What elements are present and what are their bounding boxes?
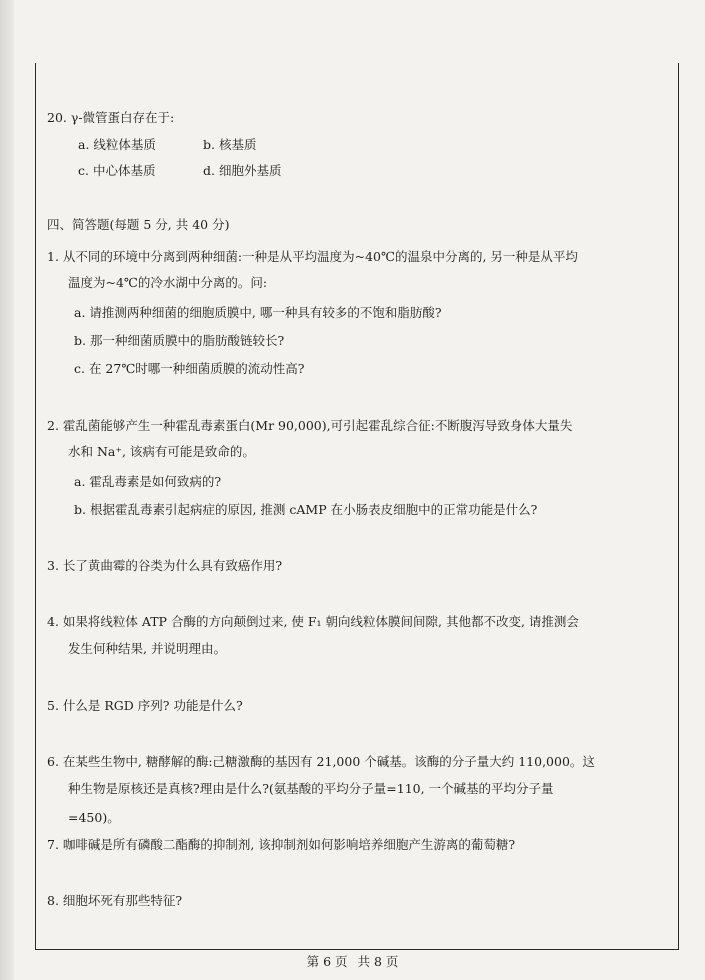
question-20-option-d: d. 细胞外基质 (203, 163, 282, 178)
question-20-option-a: a. 线粒体基质 (78, 137, 156, 152)
question-6-line2: 种生物是原核还是真核?理由是什么?(氨基酸的平均分子量=110, 一个碱基的平均分子量 (68, 781, 554, 796)
page-footer (0, 954, 705, 970)
question-7: 7. 咖啡碱是所有磷酸二酯酶的抑制剂, 该抑制剂如何影响培养细胞产生游离的葡萄糖? (47, 837, 516, 852)
scan-left-edge (0, 0, 14, 980)
question-4-line1: 4. 如果将线粒体 ATP 合酶的方向颠倒过来, 使 F₁ 朝向线粒体膜间间隙, 其他都不改变, 请推测会 (47, 614, 579, 629)
page-total: 共 8 页 (357, 954, 399, 969)
page-number: 第 6 页 (306, 954, 348, 969)
question-2-line2: 水和 Na⁺, 该病有可能是致命的。 (68, 444, 255, 459)
question-20-option-b: b. 核基质 (203, 137, 257, 152)
question-6-line1: 6. 在某些生物中, 糖酵解的酶:己糖激酶的基因有 21,000 个碱基。该酶的分子量大约 110,000。这 (47, 754, 595, 769)
question-20-option-c: c. 中心体基质 (78, 163, 156, 178)
question-2-part-b: b. 根据霍乱毒素引起病症的原因, 推测 cAMP 在小肠表皮细胞中的正常功能是什么? (74, 502, 538, 517)
question-5: 5. 什么是 RGD 序列? 功能是什么? (47, 698, 243, 713)
question-2-line1: 2. 霍乱菌能够产生一种霍乱毒素蛋白(Mr 90,000),可引起霍乱综合征:不断腹泻导致身体大量失 (47, 418, 573, 433)
question-1-line1: 1. 从不同的环境中分离到两种细菌:一种是从平均温度为~40℃的温泉中分离的, 另一种是从平均 (47, 249, 578, 264)
question-6-line3: =450)。 (68, 810, 120, 825)
question-4-line2: 发生何种结果, 并说明理由。 (68, 641, 226, 656)
question-1-line2: 温度为~4℃的冷水湖中分离的。问: (68, 275, 268, 290)
question-2-part-a: a. 霍乱毒素是如何致病的? (74, 474, 222, 489)
question-1-part-b: b. 那一种细菌质膜中的脂肪酸链较长? (74, 333, 285, 348)
question-3: 3. 长了黄曲霉的谷类为什么具有致癌作用? (47, 558, 283, 573)
question-1-part-c: c. 在 27℃时哪一种细菌质膜的流动性高? (74, 361, 305, 376)
question-1-part-a: a. 请推测两种细菌的细胞质膜中, 哪一种具有较多的不饱和脂肪酸? (74, 305, 442, 320)
question-8: 8. 细胞坏死有那些特征? (47, 893, 183, 908)
question-20-stem: 20. γ-微管蛋白存在于: (47, 110, 175, 125)
section-heading: 四、简答题(每题 5 分, 共 40 分) (47, 217, 230, 232)
